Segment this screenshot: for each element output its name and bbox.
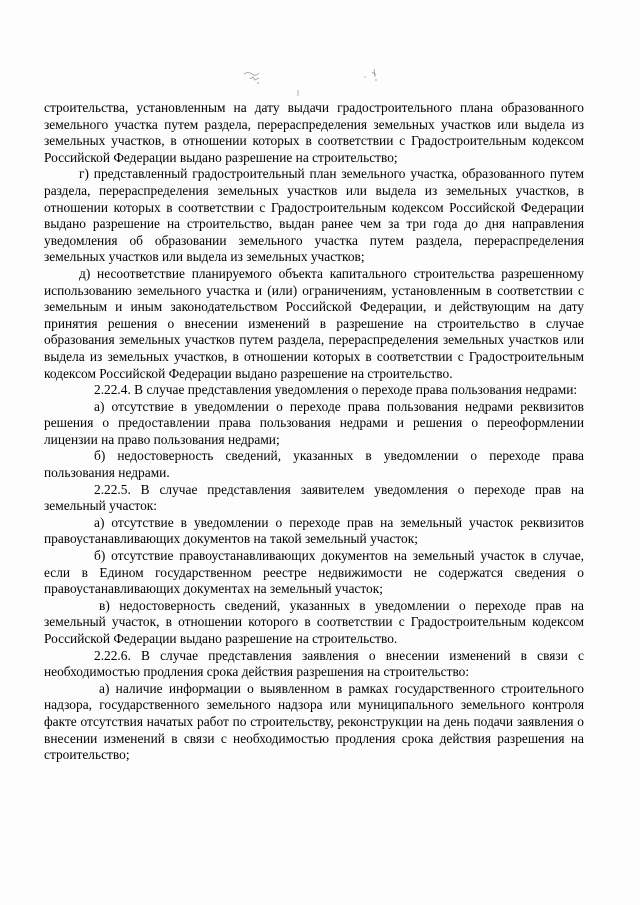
- paragraph-2-22-6-a: а) наличие информации о выявленном в рамках государственного строительного надзора, государственного земельного надзора или муниципального земельного контроля факте отсутствия начатых работ по строительству, реконструкции на день подачи заявления о внесении изменений в связи с необходимостью продления срока действия разрешения на строительство;: [44, 680, 584, 763]
- paragraph-2-22-4-b: б) недостоверность сведений, указанных в уведомлении о переходе права пользования недрами.: [44, 448, 584, 481]
- paragraph-item-d: д) несоответствие планируемого объекта капитального строительства разрешенному использованию земельного участка и (или) ограничениям, установленным в соответствии с земельным и иным законодательством Российской Федерации, и действующим на дату принятия решения о внесении изменений в разрешение на строительство в случае образования земельных участков путем раздела, перераспределения земельных участков или выдела из земельных участков, в отношении которых в соответствии с Градостроительным кодексом Российской Федерации выдано разрешение на строительство.: [44, 265, 584, 381]
- paragraph-item-g: г) представленный градостроительный план земельного участка, образованного путем раздела, перераспределения земельных участков или выдела из земельных участков, в отношении которых в соответствии с Градостроительным кодексом Российской Федерации выдано разрешение на строительство, выдан ранее чем за три года до дня направления уведомления об образовании земельного участка путем раздела, перераспределения земельных участков или выдела из земельных участков;: [44, 166, 584, 265]
- paragraph-2-22-5-a: а) отсутствие в уведомлении о переходе прав на земельный участок реквизитов правоустанавливающих документов на такой земельный участок;: [44, 514, 584, 547]
- paragraph-2-22-4-a: а) отсутствие в уведомлении о переходе права пользования недрами реквизитов решения о предоставлении права пользования недрами и решения о переоформлении лицензии на право пользования недрами;: [44, 398, 584, 447]
- document-body: [44, 100, 584, 764]
- paragraph-2-22-5-b: б) отсутствие правоустанавливающих документов на земельный участок в случае, если в Едином государственном реестре недвижимости не содержатся сведения о правоустанавливающих документах на земельный участок;: [44, 548, 584, 597]
- paragraph-continuation: строительства, установленным на дату выдачи градостроительного плана образованного земельного участка путем раздела, перераспределения земельных участков или выдела из земельных участков, в отношении которых в соответствии с Градостроительным кодексом Российской Федерации выдано разрешение на строительство;: [44, 100, 584, 165]
- paragraph-2-22-5: 2.22.5. В случае представления заявителем уведомления о переходе прав на земельный участок:: [44, 481, 584, 514]
- paragraph-2-22-5-v: в) недостоверность сведений, указанных в уведомлении о переходе прав на земельный участок, в отношении которого в соответствии с Градостроительным кодексом Российской Федерации выдано разрешение на строительство.: [44, 597, 584, 646]
- paragraph-2-22-6: 2.22.6. В случае представления заявления о внесении изменений в связи с необходимостью продления срока действия разрешения на строительство:: [44, 647, 584, 680]
- paragraph-2-22-4: 2.22.4. В случае представления уведомления о переходе права пользования недрами:: [94, 382, 578, 398]
